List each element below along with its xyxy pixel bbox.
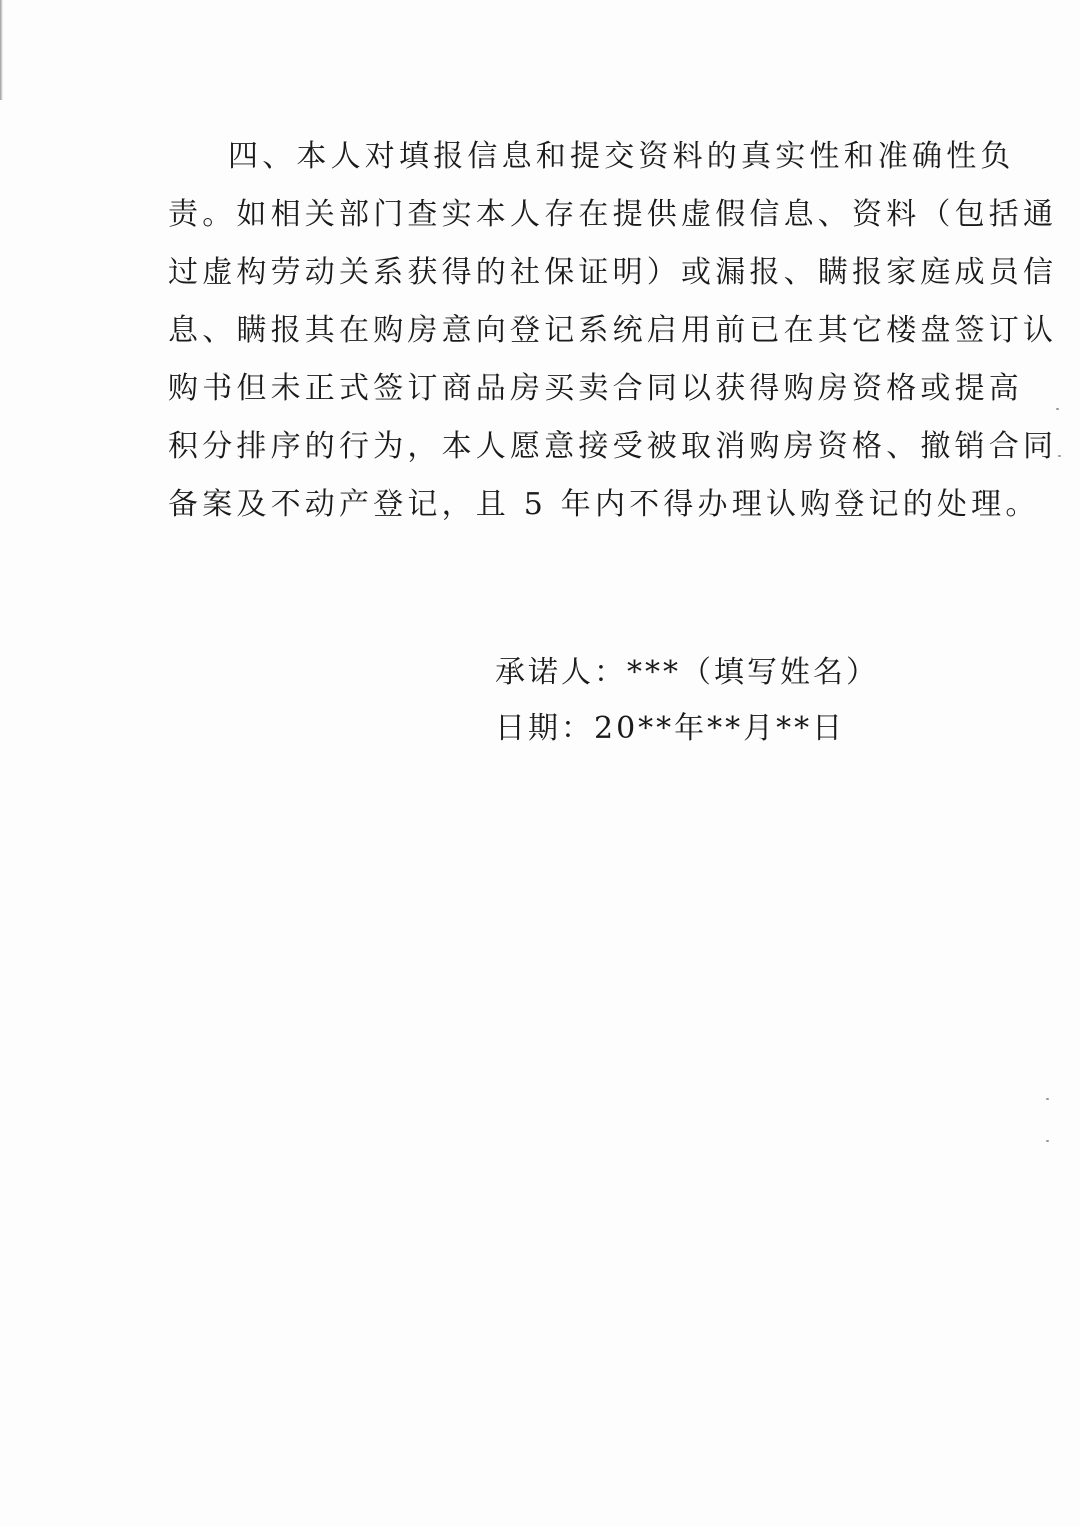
paragraph-line-4: 息、瞒报其在购房意向登记系统启用前已在其它楼盘签订认 <box>168 313 1058 348</box>
paragraph-line-5: 购书但未正式签订商品房买卖合同以获得购房资格或提高 <box>168 371 1023 406</box>
scan-speck <box>1056 408 1059 410</box>
scan-speck <box>1046 1140 1049 1142</box>
paragraph-line-3: 过虚构劳动关系获得的社保证明）或漏报、瞒报家庭成员信 <box>168 255 1058 290</box>
paragraph-line-2: 责。如相关部门查实本人存在提供虚假信息、资料（包括通 <box>168 197 1058 232</box>
date-line: 日期：20**年**月**日 <box>495 711 846 746</box>
commitment-paragraph <box>168 128 1058 534</box>
scan-speck <box>1046 1098 1049 1100</box>
scan-edge-shadow <box>0 0 3 100</box>
scan-speck <box>1058 455 1061 457</box>
signature-block <box>495 645 879 757</box>
paragraph-line-1: 四、本人对填报信息和提交资料的真实性和准确性负 <box>228 139 1015 174</box>
promisor-line: 承诺人：***（填写姓名） <box>495 655 879 690</box>
paragraph-line-6: 积分排序的行为，本人愿意接受被取消购房资格、撤销合同 <box>168 429 1058 464</box>
paragraph-line-7: 备案及不动产登记，且 5 年内不得办理认购登记的处理。 <box>168 487 1040 522</box>
